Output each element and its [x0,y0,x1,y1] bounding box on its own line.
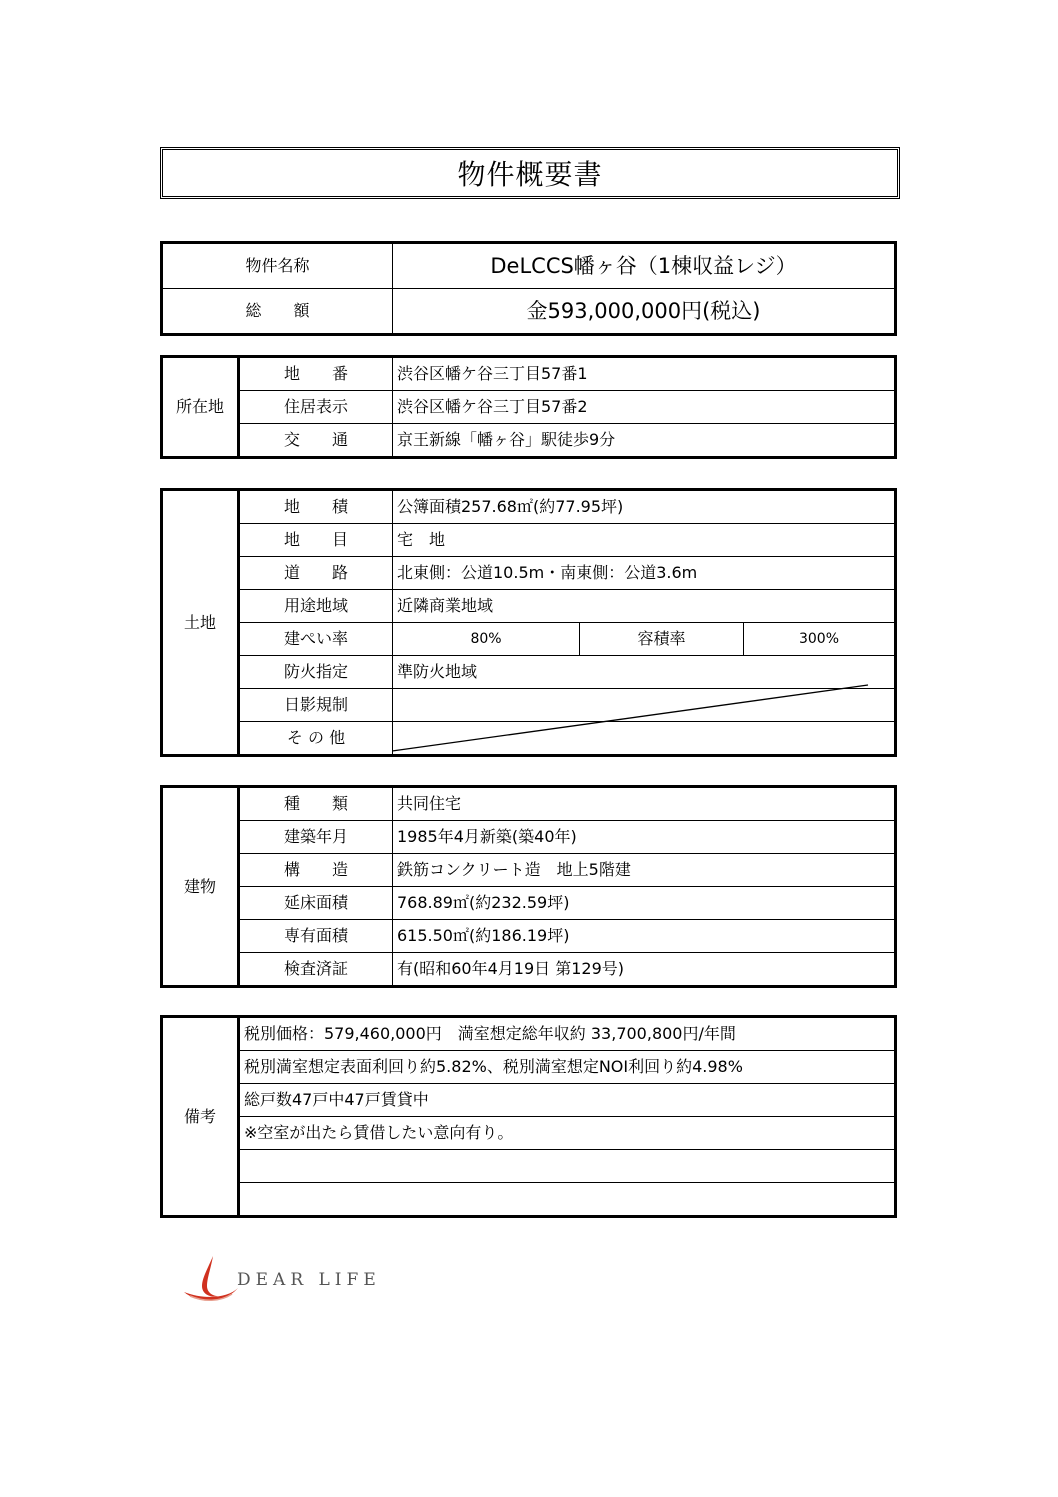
building-type-label: 種 類 [239,787,393,821]
remarks-line: ※空室が出たら賃借したい意向有り。 [239,1117,896,1150]
page-title: 物件概要書 [457,158,603,191]
land-table [160,488,897,757]
table-row [162,1183,896,1217]
table-row [162,722,896,756]
address-value: 渋谷区幡ケ谷三丁目57番2 [393,391,896,424]
fire-zone-value: 準防火地域 [393,656,896,689]
land-group-label: 土地 [162,490,239,756]
coverage-ratio-label: 建ぺい率 [239,623,393,656]
property-name-label: 物件名称 [162,243,393,289]
table-row [162,656,896,689]
fire-zone-label: 防火指定 [239,656,393,689]
table-row [162,1051,896,1084]
inspection-cert-value: 有(昭和60年4月19日 第129号) [393,953,896,987]
structure-label: 構 造 [239,854,393,887]
land-area-value: 公簿面積257.68㎡(約77.95坪) [393,490,896,524]
other-value [393,722,896,756]
road-label: 道 路 [239,557,393,590]
table-row [162,557,896,590]
table-row [162,1117,896,1150]
built-date-label: 建築年月 [239,821,393,854]
lot-number-label: 地 番 [239,357,393,391]
total-floor-area-label: 延床面積 [239,887,393,920]
title-box [160,147,900,199]
address-label: 住居表示 [239,391,393,424]
land-category-value: 宅 地 [393,524,896,557]
table-row [162,590,896,623]
remarks-line: 総戸数47戸中47戸賃貸中 [239,1084,896,1117]
coverage-ratio-value: 80% [393,623,580,656]
lot-number-value: 渋谷区幡ケ谷三丁目57番1 [393,357,896,391]
floor-area-ratio-value: 300% [744,623,896,656]
access-label: 交 通 [239,424,393,458]
total-price-label: 総 額 [162,289,393,335]
table-row [162,854,896,887]
built-date-value: 1985年4月新築(築40年) [393,821,896,854]
land-area-label: 地 積 [239,490,393,524]
zoning-label: 用途地域 [239,590,393,623]
land-category-label: 地 目 [239,524,393,557]
table-row [162,524,896,557]
summary-table [160,241,897,336]
remarks-group-label: 備考 [162,1017,239,1217]
table-row [162,357,896,391]
building-table [160,785,897,988]
table-row [162,689,896,722]
exclusive-area-label: 専有面積 [239,920,393,953]
remarks-line [239,1150,896,1183]
building-type-value: 共同住宅 [393,787,896,821]
property-name-value: DeLCCS幡ヶ谷（1棟収益レジ） [393,243,896,289]
zoning-value: 近隣商業地域 [393,590,896,623]
table-row [162,953,896,987]
table-row [162,391,896,424]
table-row [162,623,896,656]
table-row [162,1150,896,1183]
location-group-label: 所在地 [162,357,239,458]
road-value: 北東側：公道10.5m・南東側：公道3.6m [393,557,896,590]
shadow-regulation-value [393,689,896,722]
remarks-table [160,1015,897,1218]
table-row [162,289,896,335]
location-table [160,355,897,459]
exclusive-area-value: 615.50㎡(約186.19坪) [393,920,896,953]
other-label: そ の 他 [239,722,393,756]
inspection-cert-label: 検査済証 [239,953,393,987]
remarks-line: 税別価格：579,460,000円 満室想定総年収約 33,700,800円/年間 [239,1017,896,1051]
table-row [162,1017,896,1051]
building-group-label: 建物 [162,787,239,987]
structure-value: 鉄筋コンクリート造 地上5階建 [393,854,896,887]
remarks-line [239,1183,896,1217]
table-row [162,490,896,524]
shadow-regulation-label: 日影規制 [239,689,393,722]
table-row [162,821,896,854]
table-row [162,243,896,289]
remarks-line: 税別満室想定表面利回り約5.82%、税別満室想定NOI利回り約4.98% [239,1051,896,1084]
total-price-value: 金593,000,000円(税込) [393,289,896,335]
table-row [162,1084,896,1117]
floor-area-ratio-label: 容積率 [580,623,744,656]
table-row [162,920,896,953]
total-floor-area-value: 768.89㎡(約232.59坪) [393,887,896,920]
table-row [162,424,896,458]
access-value: 京王新線「幡ヶ谷」駅徒歩9分 [393,424,896,458]
logo-text: DEAR LIFE [237,1270,381,1290]
table-row [162,887,896,920]
table-row [162,787,896,821]
